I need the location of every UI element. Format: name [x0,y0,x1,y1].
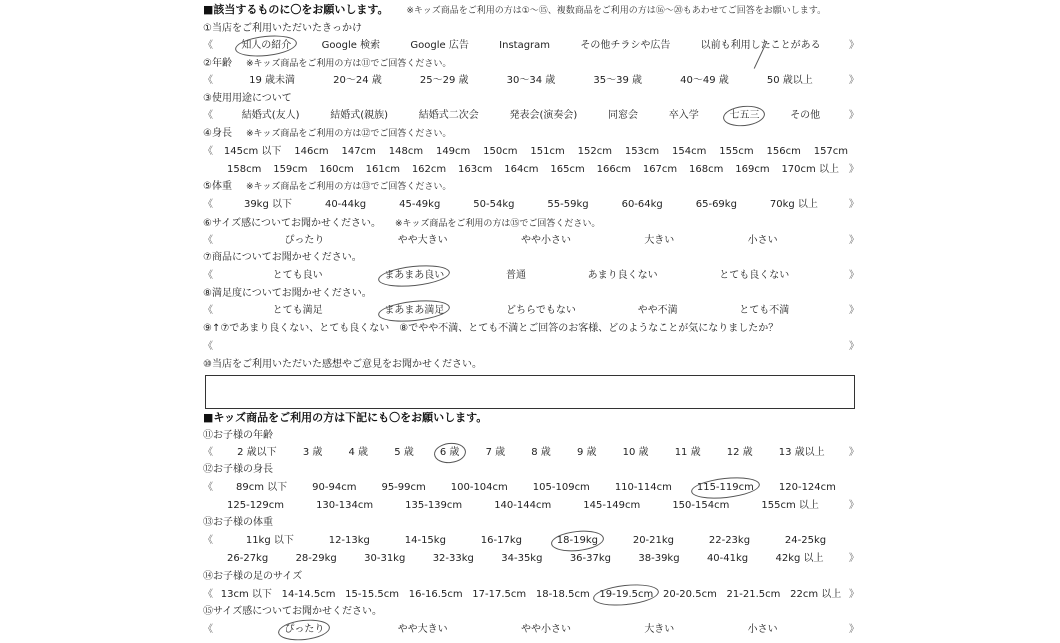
question-text: ⑧満足度についてお聞かせください。 [203,288,372,299]
kids-section-header [203,410,859,426]
question-text: ⑭お子様の足のサイズ [203,571,303,582]
option[interactable]: どちらでもない [506,305,576,316]
option[interactable]: 140-144cm [494,500,552,511]
options-row [203,108,859,124]
option[interactable]: ぴったり [282,622,326,638]
options-row [203,268,859,284]
section-note: ※キッズ商品をご利用の方は①～⑮、複数商品をご利用の方は⑯～⑳もあわせてご回答をお願いします。 [406,6,827,16]
question-note: ※キッズ商品をご利用の方は⑫でご回答ください。 [245,129,452,139]
option[interactable]: 同窓会 [608,110,639,121]
option[interactable]: 150cm [483,146,518,157]
option[interactable]: 165cm [550,164,585,175]
option[interactable]: 24-25kg [784,535,827,546]
option[interactable]: 34-35kg [501,553,543,564]
option[interactable]: 148cm [388,146,424,157]
question-note: ※キッズ商品をご利用の方は⑮でご回答ください。 [394,219,601,229]
options-row [203,587,859,603]
option[interactable]: 19-19.5cm [597,587,655,603]
option[interactable]: 100-104cm [450,482,508,493]
option[interactable]: 20～24 歳 [333,75,382,86]
question-text: ⑫お子様の身長 [203,464,273,475]
option[interactable]: 55-59kg [547,199,589,210]
close-bracket: 》 [849,341,859,352]
option[interactable]: やや大きい [397,235,448,246]
question-label [203,250,859,266]
option[interactable]: ぴったり [284,235,325,246]
option[interactable]: 39kg 以下 [243,199,292,210]
close-bracket: 》 [848,500,859,511]
option[interactable]: 2 歳以下 [237,447,277,458]
option[interactable]: 21-21.5cm [726,589,781,600]
option[interactable]: 50-54kg [473,199,515,210]
option[interactable]: とても良くない [719,270,790,281]
question-label [203,179,859,195]
question-text: ③使用用途について [203,93,292,104]
option[interactable]: 17-17.5cm [472,589,527,600]
option[interactable]: 20-20.5cm [662,589,717,600]
option[interactable]: Google 検索 [321,40,381,51]
option[interactable]: やや大きい [397,624,448,635]
question-label [203,604,859,620]
open-bracket: 《 [203,447,213,458]
options-row [203,498,859,514]
option[interactable]: 以前も利用したことがある [700,40,821,51]
question-text: ①当店をご利用いただいたきっかけ [203,23,362,34]
question-label [203,462,859,478]
option[interactable]: 9 歳 [576,447,597,458]
option[interactable]: 12 歳 [726,447,753,458]
close-bracket: 》 [848,553,859,564]
close-bracket: 》 [848,110,859,121]
question-label [203,321,859,337]
question-text: ②年齢 [203,58,232,69]
option[interactable]: 154cm [672,146,707,157]
option[interactable]: やや小さい [520,624,571,635]
options-row [203,73,859,89]
options-row [203,480,859,496]
question-label [203,56,859,72]
open-bracket: 《 [203,624,213,635]
options-row [203,445,859,461]
question-label [203,216,859,232]
option[interactable]: 162cm [411,164,447,175]
option[interactable]: 45-49kg [399,199,441,210]
option[interactable]: 125-129cm [227,500,285,511]
option[interactable]: 結婚式(親族) [330,110,389,121]
close-bracket: 》 [848,447,859,458]
option[interactable]: 159cm [273,164,308,175]
question-text: ⑩当店をご利用いただいた感想やご意見をお聞かせください。 [203,359,482,370]
option[interactable]: 小さい [747,624,778,635]
option[interactable]: 22-23kg [708,535,751,546]
option[interactable]: その他 [790,110,821,121]
question-text: ⑪お子様の年齢 [203,430,273,441]
option[interactable]: 70kg 以上 [769,199,818,210]
option[interactable]: とても満足 [272,305,323,316]
option[interactable]: 5 歳 [394,447,414,458]
option[interactable]: 50 歳以上 [766,75,813,86]
open-bracket: 《 [203,535,213,546]
option[interactable]: 10 歳 [622,447,649,458]
option[interactable]: 14-14.5cm [281,589,336,600]
option[interactable]: 147cm [341,146,376,157]
option[interactable]: やや小さい [520,235,571,246]
question-label [203,357,859,373]
option[interactable]: 6 歳 [438,445,462,461]
open-bracket: 《 [203,270,213,281]
option[interactable]: 3 歳 [302,447,323,458]
option[interactable]: とても良い [272,270,323,281]
option[interactable]: 11kg 以下 [245,535,294,546]
comment-box[interactable] [205,375,855,409]
option[interactable]: 4 歳 [348,447,369,458]
option[interactable]: 158cm [227,164,262,175]
option[interactable]: 8 歳 [531,447,551,458]
question-label [203,126,859,142]
option[interactable]: 30～34 歳 [506,75,556,86]
question-text: ⑬お子様の体重 [203,517,273,528]
option[interactable]: 90-94cm [312,482,357,493]
section-title: ■該当するものに〇をお願いします。 [203,3,389,16]
option[interactable]: 161cm [365,164,400,175]
option[interactable]: 130-134cm [316,500,374,511]
option[interactable]: 26-27kg [227,553,269,564]
option[interactable]: とても不満 [739,305,790,316]
open-bracket: 《 [203,589,213,600]
question-label [203,21,859,37]
option[interactable]: 168cm [689,164,724,175]
close-bracket: 》 [848,624,859,635]
option[interactable]: 153cm [624,146,660,157]
option[interactable]: 40-41kg [706,553,749,564]
options-row [203,162,859,178]
option[interactable]: 大きい [644,235,675,246]
options-row [203,144,859,160]
option[interactable]: 150-154cm [672,500,730,511]
question-text: ⑨↑⑦であまり良くない、とても良くない ⑧でやや不満、とても不満とご回答のお客様、どのようなことが気になりましたか？ [203,323,779,334]
options-row [203,533,859,549]
option[interactable]: 164cm [504,164,539,175]
option[interactable]: 13cm 以下 [220,589,272,600]
option[interactable]: 60-64kg [621,199,663,210]
option[interactable]: 115-119cm [695,480,756,496]
close-bracket: 》 [848,164,859,175]
option[interactable]: 95-99cm [381,482,426,493]
question-text: ⑮サイズ感についてお聞かせください。 [203,606,382,617]
options-row [203,622,859,638]
open-bracket: 《 [203,235,213,246]
option[interactable]: Google 広告 [410,40,469,51]
close-bracket: 》 [848,270,859,281]
question-text: ⑦商品についてお聞かせください。 [203,252,362,263]
option[interactable]: 155cm 以上 [761,500,819,511]
open-bracket: 《 [203,40,213,51]
option[interactable]: 15-15.5cm [345,589,399,600]
option[interactable]: 40-44kg [324,199,367,210]
options-row [203,551,859,567]
close-bracket: 》 [848,199,859,210]
option[interactable]: 151cm [530,146,565,157]
option[interactable]: 大きい [644,624,675,635]
option[interactable]: やや不満 [637,305,678,316]
option[interactable]: 170cm 以上 [781,164,839,175]
option[interactable]: 36-37kg [569,553,612,564]
option[interactable]: 163cm [458,164,493,175]
option[interactable]: 152cm [577,146,612,157]
option[interactable]: 14-15kg [404,535,446,546]
question-text: ⑤体重 [203,181,232,192]
close-bracket: 》 [848,589,859,600]
close-bracket: 》 [848,305,859,316]
option[interactable]: 146cm [294,146,329,157]
option[interactable]: 105-109cm [532,482,590,493]
open-bracket: 《 [203,75,213,86]
option[interactable]: 16-16.5cm [408,589,463,600]
option[interactable]: 155cm [719,146,754,157]
question-label [203,515,859,531]
option[interactable]: 13 歳以上 [778,447,825,458]
option[interactable]: 結婚式二次会 [418,110,479,121]
open-bracket: 《 [203,199,213,210]
close-bracket: 》 [848,235,859,246]
option[interactable]: 110-114cm [614,482,672,493]
option[interactable]: 七五三 [727,108,761,124]
option[interactable]: 167cm [642,164,678,175]
option[interactable]: Instagram [499,40,551,51]
option[interactable]: 7 歳 [485,447,506,458]
open-bracket: 《 [203,341,213,352]
option[interactable]: 42kg 以上 [775,553,824,564]
option[interactable]: 28-29kg [295,553,337,564]
question-label [203,569,859,585]
question-label [203,428,859,444]
option[interactable]: 小さい [747,235,778,246]
section-header [203,2,859,18]
option[interactable]: 19 歳未満 [249,75,296,86]
question-note: ※キッズ商品をご利用の方は⑬でご回答ください。 [245,182,452,192]
option[interactable]: 157cm [813,146,849,157]
option[interactable]: 12-13kg [328,535,370,546]
option[interactable]: 結婚式(友人) [241,110,300,121]
option[interactable]: まあまあ満足 [382,303,446,319]
option[interactable]: 135-139cm [405,500,463,511]
option[interactable]: 普通 [505,270,526,281]
option[interactable]: 169cm [735,164,770,175]
option[interactable]: 11 歳 [674,447,701,458]
options-row [203,303,859,319]
option[interactable]: 18-19kg [555,533,600,549]
option[interactable]: 知人の紹介 [239,38,293,54]
open-bracket: 《 [203,110,213,121]
option[interactable]: 166cm [596,164,631,175]
option[interactable]: 65-69kg [695,199,737,210]
question-note: ※キッズ商品をご利用の方は⑪でご回答ください。 [245,59,452,69]
option[interactable]: 18-18.5cm [535,589,590,600]
options-row [203,197,859,213]
option[interactable]: 145-149cm [583,500,641,511]
option[interactable]: 16-17kg [480,535,522,546]
option[interactable]: 卒入学 [668,110,699,121]
option[interactable]: 35～39 歳 [593,75,643,86]
question-text: ④身長 [203,128,232,139]
question-label [203,286,859,302]
close-bracket: 》 [848,40,859,51]
option[interactable]: 30-31kg [364,553,406,564]
option[interactable]: 40～49 歳 [680,75,729,86]
option[interactable]: 22cm 以上 [790,589,842,600]
option[interactable]: 160cm [319,164,354,175]
options-row [203,339,859,355]
option[interactable]: 156cm [766,146,801,157]
kids-section-title: ■キッズ商品をご利用の方は下記にも〇をお願いします。 [203,411,488,424]
option[interactable]: 38-39kg [638,553,680,564]
option[interactable]: 発表会(演奏会) [509,110,578,121]
options-row [203,233,859,249]
option[interactable]: 145cm 以下 [223,146,282,157]
option[interactable]: 120-124cm [778,482,836,493]
question-label [203,91,859,107]
option[interactable]: 25～29 歳 [419,75,469,86]
option[interactable]: まあまあ良い [382,268,446,284]
open-bracket: 《 [203,305,213,316]
option[interactable]: その他チラシや広告 [580,40,671,51]
option[interactable]: 32-33kg [432,553,474,564]
option[interactable]: 89cm 以下 [236,482,288,493]
close-bracket: 》 [848,75,859,86]
question-text: ⑥サイズ感についてお聞かせください。 [203,218,381,229]
open-bracket: 《 [203,482,213,493]
option[interactable]: 20-21kg [632,535,675,546]
open-bracket: 《 [203,146,213,157]
option[interactable]: あまり良くない [587,270,658,281]
option[interactable]: 149cm [435,146,471,157]
